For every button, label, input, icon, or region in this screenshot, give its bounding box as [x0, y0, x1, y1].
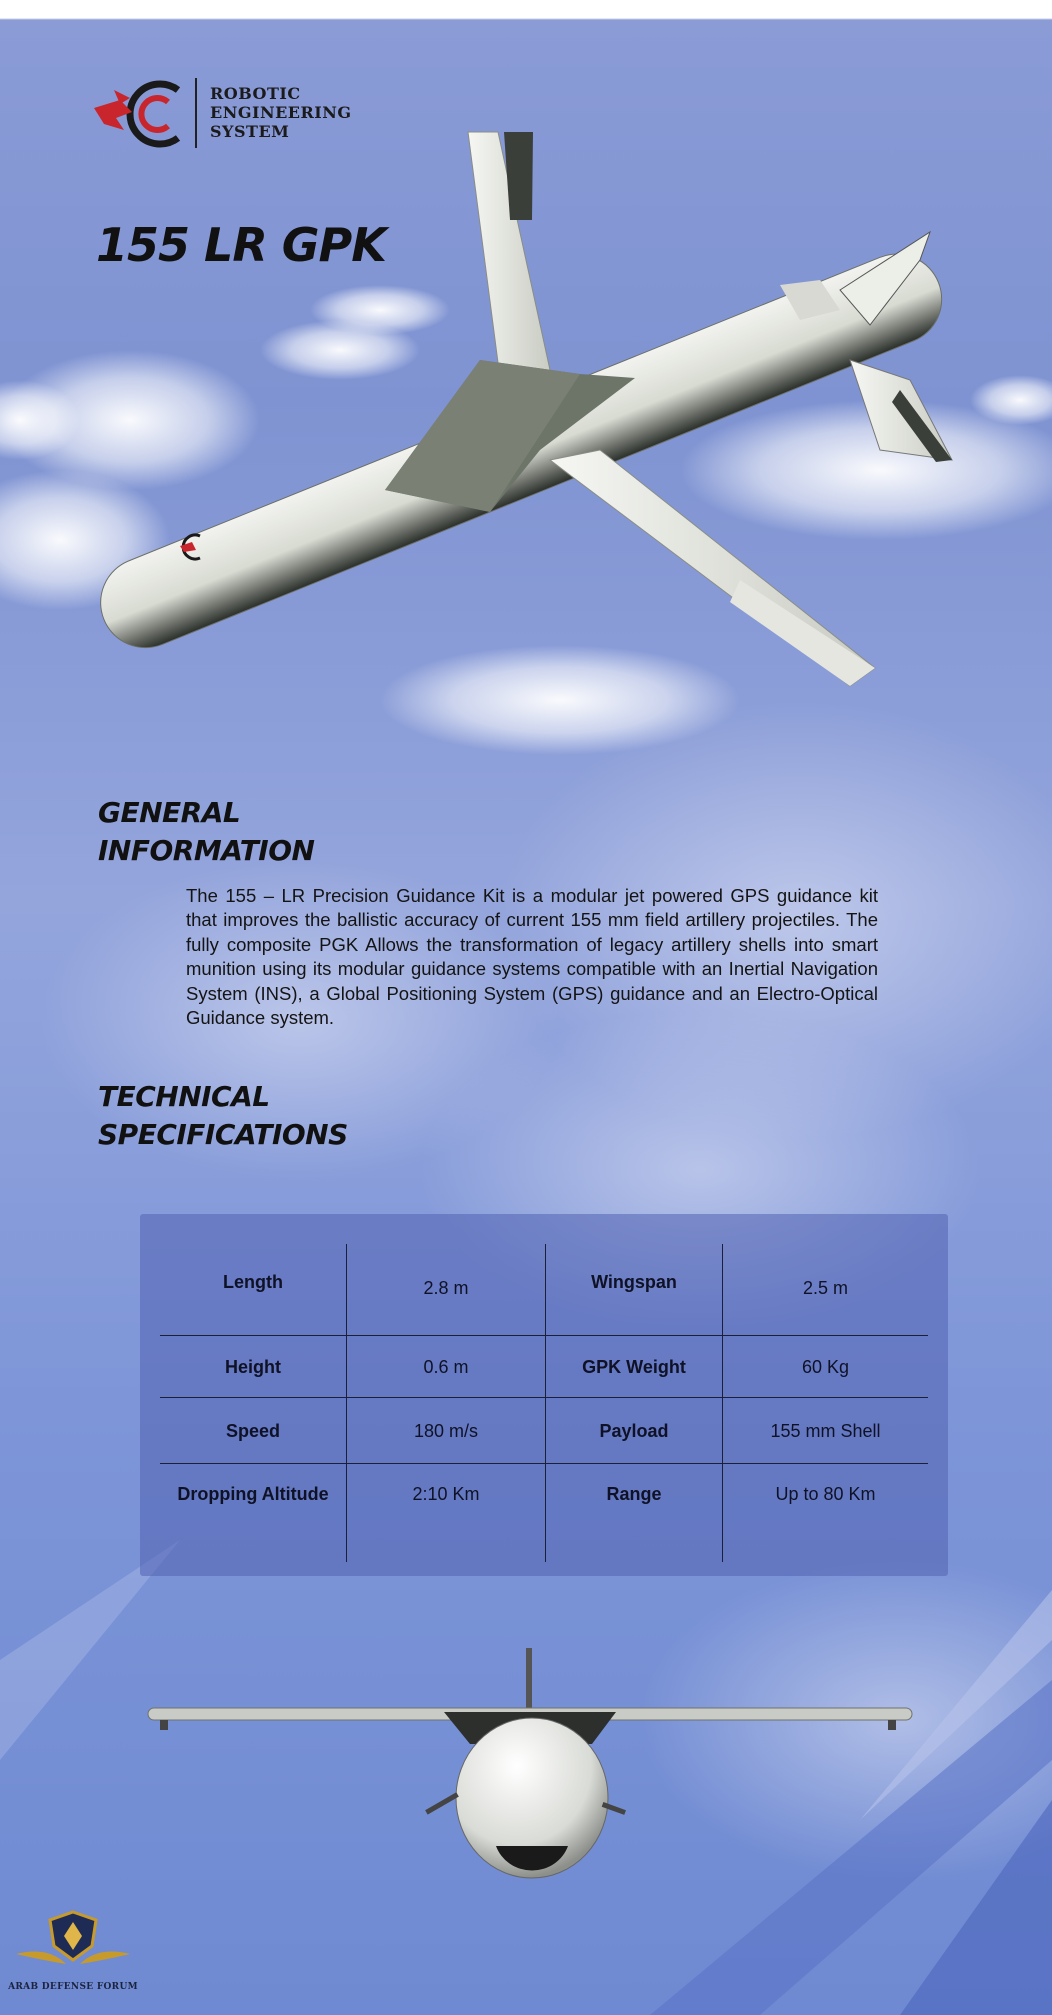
- spec-table: [160, 1244, 928, 1562]
- drone-top-view-image: [80, 120, 960, 720]
- forum-name: ARAB DEFENSE FORUM: [8, 1982, 138, 1992]
- spec-value: 2:10 Km: [412, 1484, 480, 1504]
- spec-value: 0.6 m: [423, 1356, 469, 1377]
- spec-value: 155 mm Shell: [770, 1420, 881, 1441]
- spec-label: Wingspan: [591, 1272, 677, 1292]
- product-title: 155 LR GPK: [96, 218, 386, 272]
- general-information-heading: GENERAL INFORMATION: [98, 796, 315, 867]
- brand-name: ROBOTIC ENGINEERING SYSTEM: [210, 84, 352, 141]
- spec-table-panel: [140, 1214, 948, 1576]
- spec-label: Height: [225, 1356, 281, 1377]
- spec-value: 2.5 m: [802, 1278, 849, 1298]
- column-divider: [722, 1244, 723, 1562]
- table-row: [160, 1336, 928, 1398]
- spec-value: 2.8 m: [423, 1278, 469, 1298]
- forum-logo-icon: [8, 1906, 138, 1986]
- column-divider: [545, 1244, 546, 1562]
- drone-front-view-image: [140, 1640, 920, 1900]
- spec-value: 180 m/s: [413, 1420, 479, 1441]
- spec-label: Speed: [225, 1420, 281, 1441]
- table-row: [160, 1244, 928, 1336]
- spec-value: Up to 80 Km: [775, 1484, 876, 1504]
- forum-watermark: [8, 1906, 138, 2012]
- general-information-body: The 155 – LR Precision Guidance Kit is a modular jet powered GPS guidance kit that improves the ballistic accuracy of current 155 mm field artillery projectiles. The fully composite PGK Allows the transformation of legacy artillery shells into smart munition using its modular guidance systems compatible with an Inertial Navigation System (INS), a Global Positioning System (GPS) guidance and an Electro-Optical Guidance system.: [186, 885, 878, 1029]
- spec-value: 60 Kg: [801, 1356, 850, 1377]
- table-row: [160, 1398, 928, 1464]
- technical-specifications-heading: TECHNICAL SPECIFICATIONS: [98, 1080, 348, 1151]
- column-divider: [346, 1244, 347, 1562]
- spec-label: Dropping Altitude: [177, 1484, 329, 1504]
- table-row: [160, 1464, 928, 1562]
- spec-label: GPK Weight: [582, 1356, 686, 1377]
- spec-label: Payload: [599, 1420, 669, 1441]
- spec-label: Range: [606, 1484, 662, 1504]
- spec-label: Length: [223, 1272, 283, 1292]
